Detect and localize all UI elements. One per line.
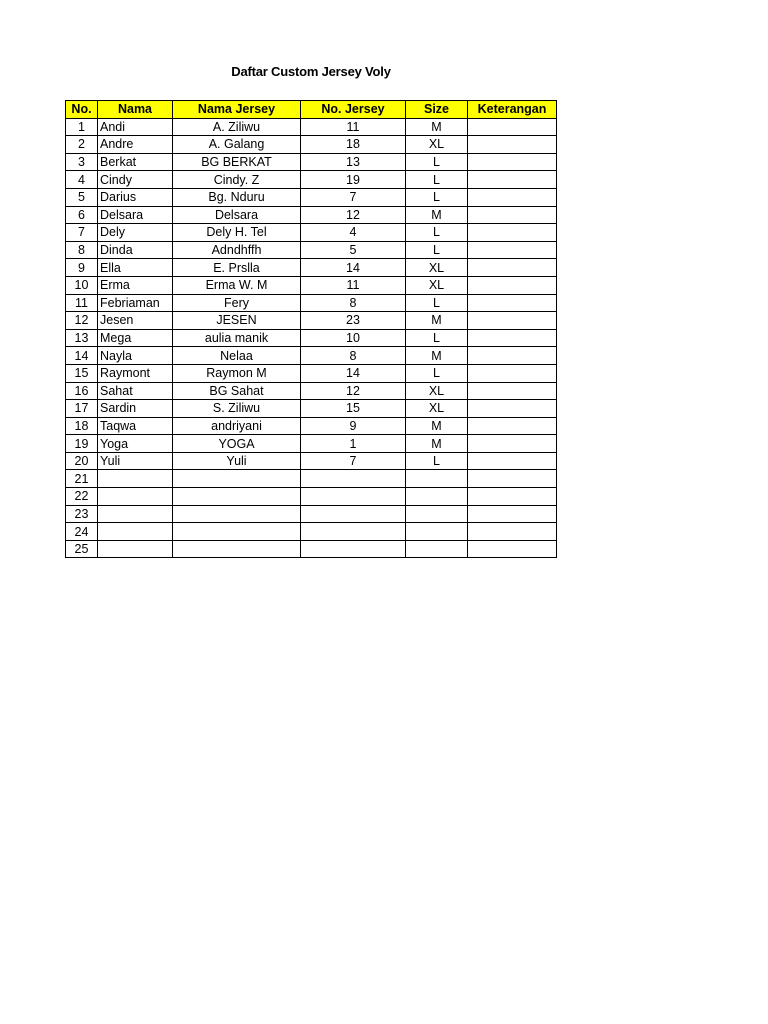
cell-nama-jersey: aulia manik — [173, 329, 301, 347]
cell-no-jersey: 11 — [301, 118, 406, 136]
cell-keterangan — [468, 329, 557, 347]
cell-nama-jersey: Delsara — [173, 206, 301, 224]
cell-keterangan — [468, 136, 557, 154]
cell-no-jersey: 12 — [301, 382, 406, 400]
cell-nama-jersey: BG BERKAT — [173, 153, 301, 171]
header-size: Size — [406, 101, 468, 119]
table-row — [66, 259, 557, 277]
cell-keterangan — [468, 188, 557, 206]
cell-nama: Sardin — [98, 400, 173, 418]
cell-nama-jersey: Dely H. Tel — [173, 224, 301, 242]
cell-nama: Darius — [98, 188, 173, 206]
header-keterangan: Keterangan — [468, 101, 557, 119]
cell-size: M — [406, 347, 468, 365]
table-row — [66, 505, 557, 523]
cell-nama: Delsara — [98, 206, 173, 224]
cell-no: 23 — [66, 505, 98, 523]
cell-keterangan — [468, 505, 557, 523]
cell-keterangan — [468, 523, 557, 541]
cell-nama-jersey: Fery — [173, 294, 301, 312]
cell-size: M — [406, 435, 468, 453]
table-row — [66, 452, 557, 470]
cell-no: 14 — [66, 347, 98, 365]
table-row — [66, 400, 557, 418]
cell-nama: Dinda — [98, 241, 173, 259]
cell-nama-jersey: S. Ziliwu — [173, 400, 301, 418]
cell-no: 24 — [66, 523, 98, 541]
cell-size: L — [406, 224, 468, 242]
cell-nama: Yoga — [98, 435, 173, 453]
table-row — [66, 329, 557, 347]
cell-no: 10 — [66, 276, 98, 294]
cell-size: L — [406, 452, 468, 470]
cell-no: 5 — [66, 188, 98, 206]
cell-no-jersey: 7 — [301, 452, 406, 470]
cell-size: XL — [406, 259, 468, 277]
cell-size: XL — [406, 136, 468, 154]
cell-no-jersey: 11 — [301, 276, 406, 294]
table-row — [66, 136, 557, 154]
cell-no: 13 — [66, 329, 98, 347]
cell-size: XL — [406, 382, 468, 400]
cell-no: 16 — [66, 382, 98, 400]
table-row — [66, 435, 557, 453]
cell-nama: Febriaman — [98, 294, 173, 312]
cell-keterangan — [468, 276, 557, 294]
cell-keterangan — [468, 488, 557, 506]
cell-keterangan — [468, 540, 557, 558]
cell-no-jersey: 10 — [301, 329, 406, 347]
cell-size: XL — [406, 276, 468, 294]
table-row — [66, 153, 557, 171]
cell-size — [406, 505, 468, 523]
table-row — [66, 488, 557, 506]
cell-no: 21 — [66, 470, 98, 488]
table-row — [66, 417, 557, 435]
cell-size: M — [406, 417, 468, 435]
cell-keterangan — [468, 435, 557, 453]
cell-keterangan — [468, 118, 557, 136]
cell-no-jersey: 1 — [301, 435, 406, 453]
table-row — [66, 206, 557, 224]
cell-no: 7 — [66, 224, 98, 242]
cell-keterangan — [468, 224, 557, 242]
cell-nama-jersey: A. Ziliwu — [173, 118, 301, 136]
cell-size: M — [406, 312, 468, 330]
header-nama-jersey: Nama Jersey — [173, 101, 301, 119]
cell-no-jersey — [301, 523, 406, 541]
cell-nama-jersey: andriyani — [173, 417, 301, 435]
cell-no: 6 — [66, 206, 98, 224]
table-row — [66, 347, 557, 365]
cell-no-jersey: 8 — [301, 347, 406, 365]
cell-keterangan — [468, 417, 557, 435]
cell-nama — [98, 540, 173, 558]
table-row — [66, 294, 557, 312]
cell-nama-jersey — [173, 488, 301, 506]
cell-no-jersey: 8 — [301, 294, 406, 312]
cell-nama: Nayla — [98, 347, 173, 365]
table-row — [66, 470, 557, 488]
jersey-table — [65, 100, 557, 558]
cell-no: 12 — [66, 312, 98, 330]
cell-no: 8 — [66, 241, 98, 259]
cell-nama-jersey: YOGA — [173, 435, 301, 453]
cell-nama-jersey: Erma W. M — [173, 276, 301, 294]
cell-no: 22 — [66, 488, 98, 506]
cell-no: 19 — [66, 435, 98, 453]
header-no: No. — [66, 101, 98, 119]
cell-nama-jersey: Raymon M — [173, 364, 301, 382]
cell-size: M — [406, 206, 468, 224]
cell-nama: Yuli — [98, 452, 173, 470]
cell-no-jersey — [301, 470, 406, 488]
table-row — [66, 224, 557, 242]
cell-no-jersey: 19 — [301, 171, 406, 189]
cell-size: L — [406, 329, 468, 347]
cell-nama-jersey: Cindy. Z — [173, 171, 301, 189]
cell-keterangan — [468, 452, 557, 470]
cell-no-jersey — [301, 488, 406, 506]
cell-keterangan — [468, 153, 557, 171]
table-row — [66, 312, 557, 330]
cell-no: 9 — [66, 259, 98, 277]
cell-size — [406, 523, 468, 541]
header-row — [66, 101, 557, 119]
cell-nama: Jesen — [98, 312, 173, 330]
table-row — [66, 276, 557, 294]
cell-keterangan — [468, 294, 557, 312]
cell-no: 20 — [66, 452, 98, 470]
cell-no: 11 — [66, 294, 98, 312]
cell-size — [406, 488, 468, 506]
table-row — [66, 171, 557, 189]
cell-no-jersey: 4 — [301, 224, 406, 242]
cell-size: L — [406, 364, 468, 382]
cell-nama-jersey: Adndhffh — [173, 241, 301, 259]
cell-keterangan — [468, 470, 557, 488]
cell-no: 17 — [66, 400, 98, 418]
table-row — [66, 241, 557, 259]
cell-nama: Dely — [98, 224, 173, 242]
cell-nama-jersey: JESEN — [173, 312, 301, 330]
cell-nama-jersey: E. Prslla — [173, 259, 301, 277]
cell-no-jersey: 12 — [301, 206, 406, 224]
cell-no: 1 — [66, 118, 98, 136]
cell-size: L — [406, 153, 468, 171]
cell-size: L — [406, 171, 468, 189]
cell-size — [406, 540, 468, 558]
cell-keterangan — [468, 347, 557, 365]
cell-nama-jersey: Nelaa — [173, 347, 301, 365]
cell-nama — [98, 505, 173, 523]
table-row — [66, 540, 557, 558]
cell-no-jersey — [301, 540, 406, 558]
cell-size — [406, 470, 468, 488]
cell-size: M — [406, 118, 468, 136]
cell-no: 4 — [66, 171, 98, 189]
cell-nama-jersey — [173, 540, 301, 558]
cell-keterangan — [468, 241, 557, 259]
cell-nama-jersey — [173, 505, 301, 523]
cell-no-jersey: 23 — [301, 312, 406, 330]
cell-nama: Andi — [98, 118, 173, 136]
cell-nama: Berkat — [98, 153, 173, 171]
cell-no-jersey: 13 — [301, 153, 406, 171]
cell-nama: Andre — [98, 136, 173, 154]
cell-no-jersey: 14 — [301, 259, 406, 277]
cell-no-jersey: 7 — [301, 188, 406, 206]
cell-keterangan — [468, 312, 557, 330]
cell-size: L — [406, 188, 468, 206]
cell-no-jersey: 5 — [301, 241, 406, 259]
cell-size: L — [406, 241, 468, 259]
table-row — [66, 364, 557, 382]
cell-nama — [98, 523, 173, 541]
table-row — [66, 188, 557, 206]
cell-size: XL — [406, 400, 468, 418]
cell-no: 18 — [66, 417, 98, 435]
cell-nama: Mega — [98, 329, 173, 347]
cell-nama — [98, 488, 173, 506]
cell-no: 2 — [66, 136, 98, 154]
cell-no-jersey: 15 — [301, 400, 406, 418]
cell-nama: Cindy — [98, 171, 173, 189]
cell-no: 3 — [66, 153, 98, 171]
table-row — [66, 382, 557, 400]
cell-keterangan — [468, 364, 557, 382]
cell-no-jersey: 14 — [301, 364, 406, 382]
cell-keterangan — [468, 382, 557, 400]
cell-nama-jersey: BG Sahat — [173, 382, 301, 400]
cell-keterangan — [468, 206, 557, 224]
cell-nama-jersey: Bg. Nduru — [173, 188, 301, 206]
cell-keterangan — [468, 400, 557, 418]
cell-nama-jersey: A. Galang — [173, 136, 301, 154]
cell-no-jersey: 18 — [301, 136, 406, 154]
cell-nama-jersey — [173, 523, 301, 541]
table-row — [66, 118, 557, 136]
cell-no: 15 — [66, 364, 98, 382]
table-row — [66, 523, 557, 541]
cell-nama: Taqwa — [98, 417, 173, 435]
cell-no-jersey: 9 — [301, 417, 406, 435]
cell-keterangan — [468, 259, 557, 277]
cell-nama: Sahat — [98, 382, 173, 400]
cell-nama: Raymont — [98, 364, 173, 382]
header-nama: Nama — [98, 101, 173, 119]
cell-nama-jersey — [173, 470, 301, 488]
cell-size: L — [406, 294, 468, 312]
cell-nama: Ella — [98, 259, 173, 277]
cell-no: 25 — [66, 540, 98, 558]
cell-nama-jersey: Yuli — [173, 452, 301, 470]
header-no-jersey: No. Jersey — [301, 101, 406, 119]
page-title: Daftar Custom Jersey Voly — [231, 64, 391, 79]
cell-no-jersey — [301, 505, 406, 523]
cell-keterangan — [468, 171, 557, 189]
cell-nama — [98, 470, 173, 488]
cell-nama: Erma — [98, 276, 173, 294]
